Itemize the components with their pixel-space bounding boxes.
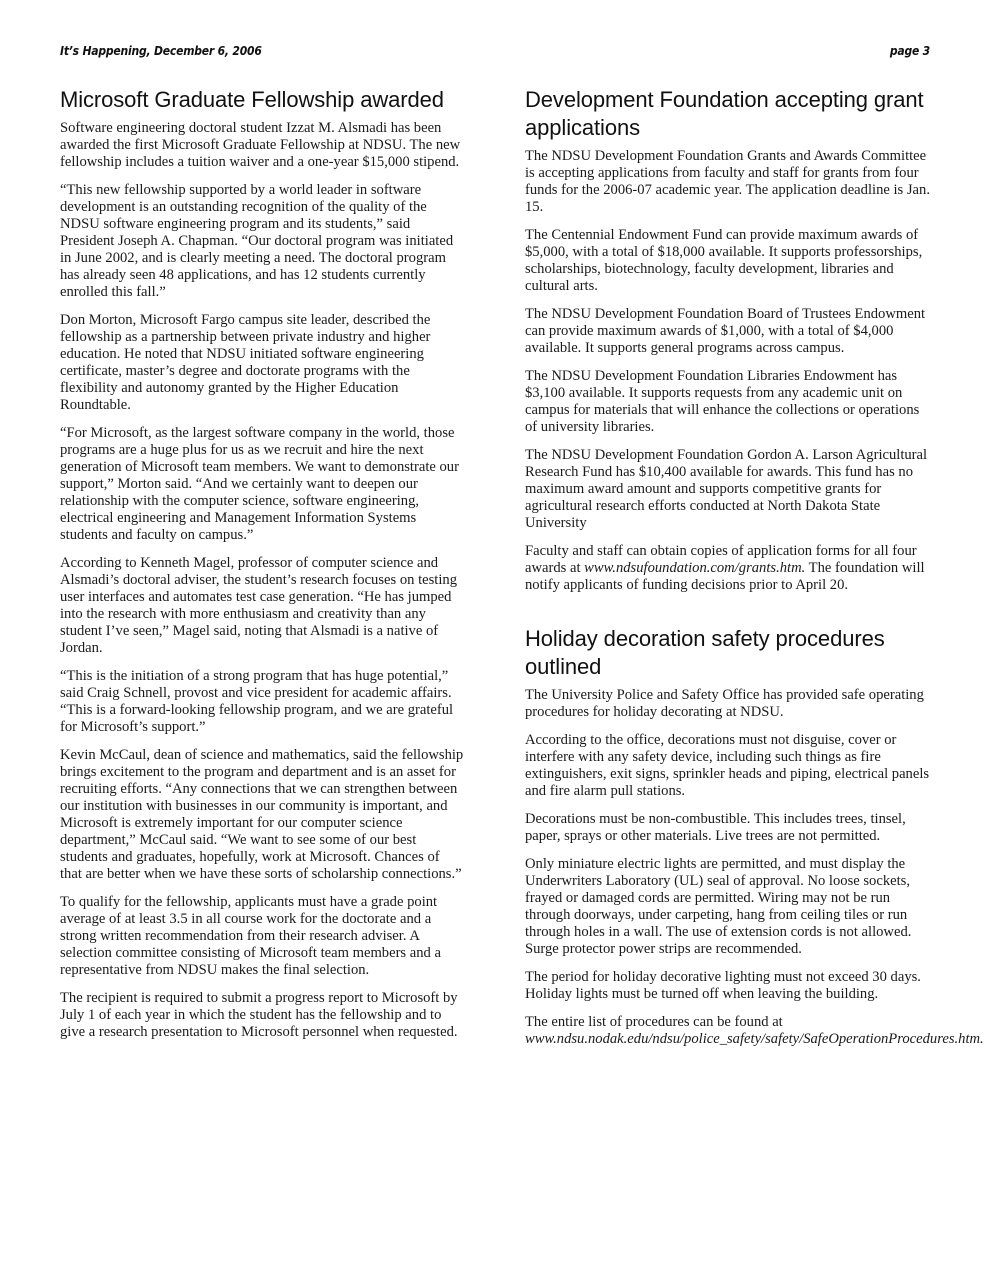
page-number: page 3	[889, 44, 930, 58]
paragraph: The NDSU Development Foundation Grants and Awards Committee is accepting applications from faculty and staff for grants from four funds for the 2006-07 academic year. The application deadline is Jan. 15.	[525, 148, 930, 215]
paragraph-with-link	[525, 1014, 984, 1048]
paragraph: To qualify for the fellowship, applicants must have a grade point average of at least 3.5 in all course work for the doctorate and a strong written recommendation from their research adviser. A selection committee consisting of Microsoft team members and a representative from NDSU makes the final selection.	[60, 894, 441, 978]
text: The foundation will notify applicants of funding decisions prior to April 20.	[525, 560, 925, 593]
safety-procedures-url-link[interactable]: www.ndsu.nodak.edu/ndsu/police_safety/safety/SafeOperationProcedures.htm.	[525, 1031, 984, 1047]
paragraph: The NDSU Development Foundation Libraries Endowment has $3,100 available. It supports requests from any academic unit on campus for materials that will enhance the collections or operations of university libraries.	[525, 368, 920, 435]
paragraph: Decorations must be non-combustible. This includes trees, tinsel, paper, sprays or other materials. Live trees are not permitted.	[525, 811, 906, 844]
paragraph: The NDSU Development Foundation Gordon A. Larson Agricultural Research Fund has $10,400 available for awards. This fund has no maximum award amount and supports competitive grants for agricultural research efforts conducted at North Dakota State University	[525, 447, 928, 531]
paragraph: The recipient is required to submit a progress report to Microsoft by July 1 of each year in which the student has the fellowship and to give a research presentation to Microsoft personnel when requested.	[60, 990, 458, 1040]
paragraph: According to the office, decorations must not disguise, cover or interfere with any safety device, including such things as fire extinguishers, exit signs, sprinkler heads and piping, electrical panels and fire alarm pull stations.	[525, 732, 930, 799]
paragraph: Kevin McCaul, dean of science and mathematics, said the fellowship brings excitement to the program and department and is an asset for recruiting efforts. “Any connections that we can strengthen between our institution with businesses in our community is important, and Microsoft is extremely important for our computer science department,” McCaul said. “We want to see some of our best students and graduates, hopefully, work at Microsoft. Chances of that are better when we have these sorts of scholarship connections.”	[60, 747, 464, 882]
left-column	[60, 86, 465, 1052]
article-title-development-foundation: Development Foundation accepting grant applications	[525, 87, 924, 140]
paragraph: Software engineering doctoral student Izzat M. Alsmadi has been awarded the first Microsoft Graduate Fellowship at NDSU. The new fellowship includes a tuition waiver and a one-year $15,000 stipend.	[60, 120, 461, 170]
paragraph: The period for holiday decorative lighting must not exceed 30 days. Holiday lights must be turned off when leaving the building.	[525, 969, 921, 1002]
text: Faculty and staff can obtain copies of application forms for all four awards at	[525, 543, 917, 576]
paragraph: Only miniature electric lights are permitted, and must display the Underwriters Laboratory (UL) seal of approval. No loose sockets, frayed or damaged cords are permitted. Wiring may not be run through doorways, under carpeting, hang from ceiling tiles or run through holes in a wall. The use of extension cords is not allowed. Surge protector power strips are recommended.	[525, 856, 912, 957]
paragraph: The Centennial Endowment Fund can provide maximum awards of $5,000, with a total of $18,000 available. It supports professorships, scholarships, biotechnology, faculty development, libraries and cultural arts.	[525, 227, 923, 294]
paragraph: “For Microsoft, as the largest software company in the world, those programs are a huge plus for us as we recruit and hire the next generation of Microsoft team members. We want to demonstrate our support,” Morton said. “And we certainly want to deepen our relationship with the computer science, software engineering, electrical engineering and Management Information Systems students and faculty on campus.”	[60, 425, 459, 543]
paragraph: “This is the initiation of a strong program that has huge potential,” said Craig Schnell, provost and vice president for academic affairs. “This is a forward-looking fellowship program, and we are grateful for Microsoft’s support.”	[60, 668, 454, 735]
paragraph-with-link	[525, 543, 931, 594]
text: The entire list of procedures can be found at	[525, 1014, 783, 1030]
paragraph: “This new fellowship supported by a world leader in software development is an outstanding recognition of the quality of the NDSU software engineering program and its students,” said President Joseph A. Chapman. “Our doctoral program was initiated in June 2002, and is clearly meeting a need. The doctoral program has already seen 48 applications, and has 12 students currently enrolled this fall.”	[60, 182, 454, 300]
page-header	[60, 44, 930, 62]
article-title-fellowship: Microsoft Graduate Fellowship awarded	[60, 87, 444, 112]
paragraph: Don Morton, Microsoft Fargo campus site leader, described the fellowship as a partnership between private industry and higher education. He noted that NDSU initiated software engineering certificate, master’s degree and doctorate programs with the flexibility and autonomy granted by the Higher Education Roundtable.	[60, 312, 431, 413]
right-column	[525, 86, 984, 1059]
paragraph: The NDSU Development Foundation Board of Trustees Endowment can provide maximum awards of $1,000, with a total of $4,000 available. It supports general programs across campus.	[525, 306, 926, 356]
paragraph: The University Police and Safety Office has provided safe operating procedures for holiday decorating at NDSU.	[525, 687, 924, 720]
foundation-url-link[interactable]: www.ndsufoundation.com/grants.htm.	[584, 560, 806, 576]
paragraph: According to Kenneth Magel, professor of computer science and Alsmadi’s doctoral adviser, the student’s research focuses on testing user interfaces and automates test case generation. “He has jumped into the research with more enthusiasm and creativity than any student I’ve seen,” Magel said, noting that Alsmadi is a native of Jordan.	[60, 555, 457, 656]
article-title-holiday-safety: Holiday decoration safety procedures outlined	[525, 626, 885, 679]
publication-title: It’s Happening, December 6, 2006	[60, 44, 262, 58]
section-spacer	[525, 605, 931, 625]
